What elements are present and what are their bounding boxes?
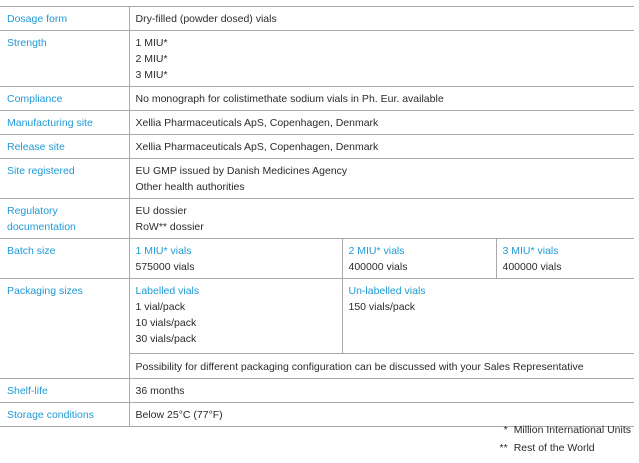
packaging-labelled: [130, 279, 342, 353]
value-manufacturing-site: Xellia Pharmaceuticals ApS, Copenhagen, Denmark: [129, 111, 634, 135]
label-batch-size: Batch size: [0, 239, 129, 279]
batch-value: 575000 vials: [135, 261, 195, 273]
label-compliance: Compliance: [0, 87, 129, 111]
regulatory-item: RoW** dossier: [135, 221, 204, 233]
row-strength: [0, 31, 634, 87]
batch-header: 3 MIU* vials: [502, 245, 559, 257]
label-packaging-sizes: Packaging sizes: [0, 279, 129, 379]
packaging-header: Labelled vials: [135, 285, 200, 297]
value-batch-size: [129, 239, 634, 279]
strength-item: 1 MIU*: [135, 37, 168, 49]
value-packaging-sizes: [129, 279, 634, 379]
row-regulatory-documentation: [0, 199, 634, 239]
row-manufacturing-site: [0, 111, 634, 135]
label-regulatory-documentation: [0, 199, 129, 239]
row-site-registered: [0, 159, 634, 199]
packaging-unlabelled: [342, 279, 635, 353]
footnote-text: Million International Units: [513, 424, 631, 436]
label-storage-conditions: Storage conditions: [0, 403, 129, 427]
label-manufacturing-site: Manufacturing site: [0, 111, 129, 135]
packaging-item: 10 vials/pack: [135, 317, 197, 329]
value-site-registered: [129, 159, 634, 199]
strength-item: 2 MIU*: [135, 53, 168, 65]
row-dosage-form: [0, 7, 634, 31]
footnote-mark: *: [503, 424, 508, 436]
label-site-registered: Site registered: [0, 159, 129, 199]
label-shelf-life: Shelf-life: [0, 379, 129, 403]
packaging-note: Possibility for different packaging configuration can be discussed with your Sales Representative: [135, 361, 584, 373]
batch-col-3mi: [496, 239, 635, 278]
value-regulatory-documentation: [129, 199, 634, 239]
footnote-mark: **: [499, 442, 508, 454]
packaging-item: 150 vials/pack: [348, 301, 416, 313]
row-compliance: [0, 87, 634, 111]
footnote: [486, 421, 631, 439]
label-strength: Strength: [0, 31, 129, 87]
row-packaging-sizes: [0, 279, 634, 379]
site-registered-item: Other health authorities: [135, 181, 245, 193]
product-spec-table: [0, 6, 634, 427]
label-line: documentation: [7, 221, 76, 233]
batch-col-1mi: [130, 239, 342, 278]
batch-header: 1 MIU* vials: [135, 245, 192, 257]
regulatory-item: EU dossier: [135, 205, 187, 217]
batch-value: 400000 vials: [502, 261, 562, 273]
batch-col-2mi: [342, 239, 496, 278]
label-dosage-form: Dosage form: [0, 7, 129, 31]
footnotes: [486, 421, 631, 457]
strength-item: 3 MIU*: [135, 69, 168, 81]
value-storage-conditions: Below 25°C (77°F): [129, 403, 634, 427]
row-release-site: [0, 135, 634, 159]
batch-value: 400000 vials: [348, 261, 408, 273]
footnote: [486, 439, 631, 457]
row-batch-size: [0, 239, 634, 279]
label-line: Regulatory: [7, 205, 58, 217]
packaging-header: Un-labelled vials: [348, 285, 426, 297]
value-compliance: No monograph for colistimethate sodium vials in Ph. Eur. available: [129, 87, 634, 111]
value-shelf-life: 36 months: [129, 379, 634, 403]
packaging-item: 1 vial/pack: [135, 301, 186, 313]
label-release-site: Release site: [0, 135, 129, 159]
site-registered-item: EU GMP issued by Danish Medicines Agency: [135, 165, 348, 177]
value-dosage-form: Dry-filled (powder dosed) vials: [129, 7, 634, 31]
packaging-item: 30 vials/pack: [135, 333, 197, 345]
value-strength: [129, 31, 634, 87]
value-release-site: Xellia Pharmaceuticals ApS, Copenhagen, Denmark: [129, 135, 634, 159]
footnote-text: Rest of the World: [513, 442, 595, 454]
row-shelf-life: [0, 379, 634, 403]
batch-header: 2 MIU* vials: [348, 245, 405, 257]
